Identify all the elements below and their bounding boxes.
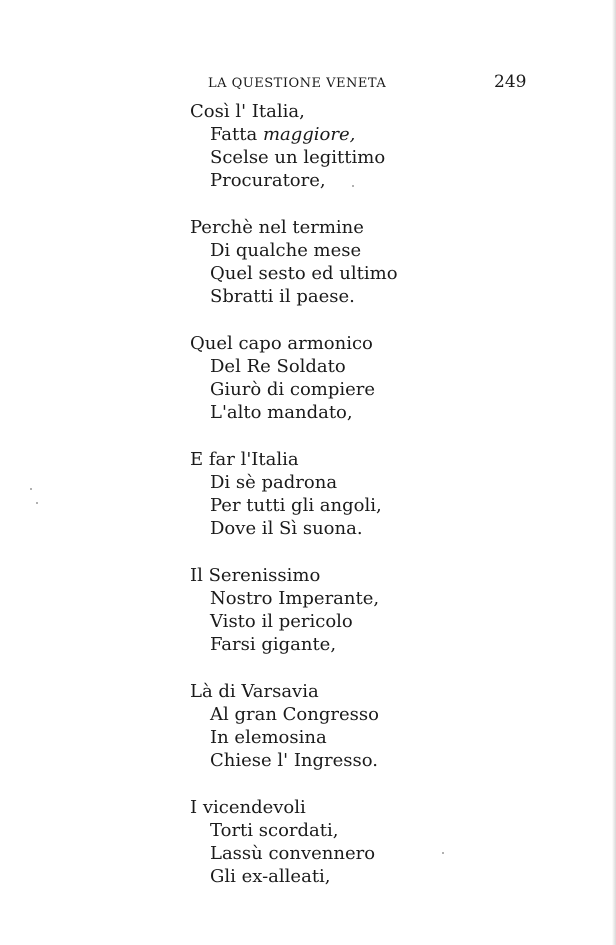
poem-line: Perchè nel termine [190, 217, 364, 238]
paper-speck [30, 488, 32, 490]
stanza-3 [190, 332, 550, 424]
poem-line: Al gran Congresso [210, 704, 379, 725]
poem-line: Giurò di compiere [210, 379, 376, 400]
poem-line: Procuratore, [210, 170, 326, 191]
poem-line: Di sè padrona [210, 472, 338, 493]
poem-line: Lassù convennero [210, 843, 376, 864]
stanza-6 [190, 680, 550, 772]
stanza-2 [190, 216, 550, 308]
poem-line: Per tutti gli angoli, [210, 495, 382, 516]
line-word: Fatta [210, 124, 258, 145]
poem-line: In elemosina [210, 727, 327, 748]
poem-line: Farsi gigante, [210, 634, 337, 655]
poem-line: Chiese l' Ingresso. [210, 750, 379, 771]
poem-line: Visto il pericolo [210, 611, 353, 632]
poem-line: Di qualche mese [210, 240, 362, 261]
poem-line: E far l'Italia [190, 449, 299, 470]
italic-word: maggiore, [262, 124, 356, 145]
stanza-4 [190, 448, 550, 540]
paper-speck [36, 502, 38, 504]
paper-speck [352, 185, 354, 187]
poem-line: Gli ex-alleati, [210, 866, 331, 887]
paper-speck [442, 852, 444, 854]
poem-line: Quel capo armonico [190, 333, 373, 354]
poem-line: Sbratti il paese. [210, 286, 355, 307]
poem-line: Dove il Sì suona. [210, 518, 363, 539]
stanza-1 [190, 100, 550, 192]
running-header: LA QUESTIONE VENETA [208, 76, 387, 91]
poem-line: Torti scordati, [210, 820, 339, 841]
poem-line: Così l' Italia, [190, 101, 305, 122]
stanza-5 [190, 564, 550, 656]
poem-line: Nostro Imperante, [210, 588, 380, 609]
poem-line: Quel sesto ed ultimo [210, 263, 398, 284]
page-number: 249 [494, 72, 527, 92]
poem-line [190, 123, 550, 146]
poem-line: L'alto mandato, [210, 402, 353, 423]
poem-line: Scelse un legittimo [210, 147, 386, 168]
poem-line: Del Re Soldato [210, 356, 346, 377]
poem-line: Il Serenissimo [190, 565, 321, 586]
poem-line: I vicendevoli [190, 797, 306, 818]
poem [190, 100, 550, 912]
stanza-7 [190, 796, 550, 888]
page-edge [612, 0, 616, 945]
poem-line: Là di Varsavia [190, 681, 319, 702]
